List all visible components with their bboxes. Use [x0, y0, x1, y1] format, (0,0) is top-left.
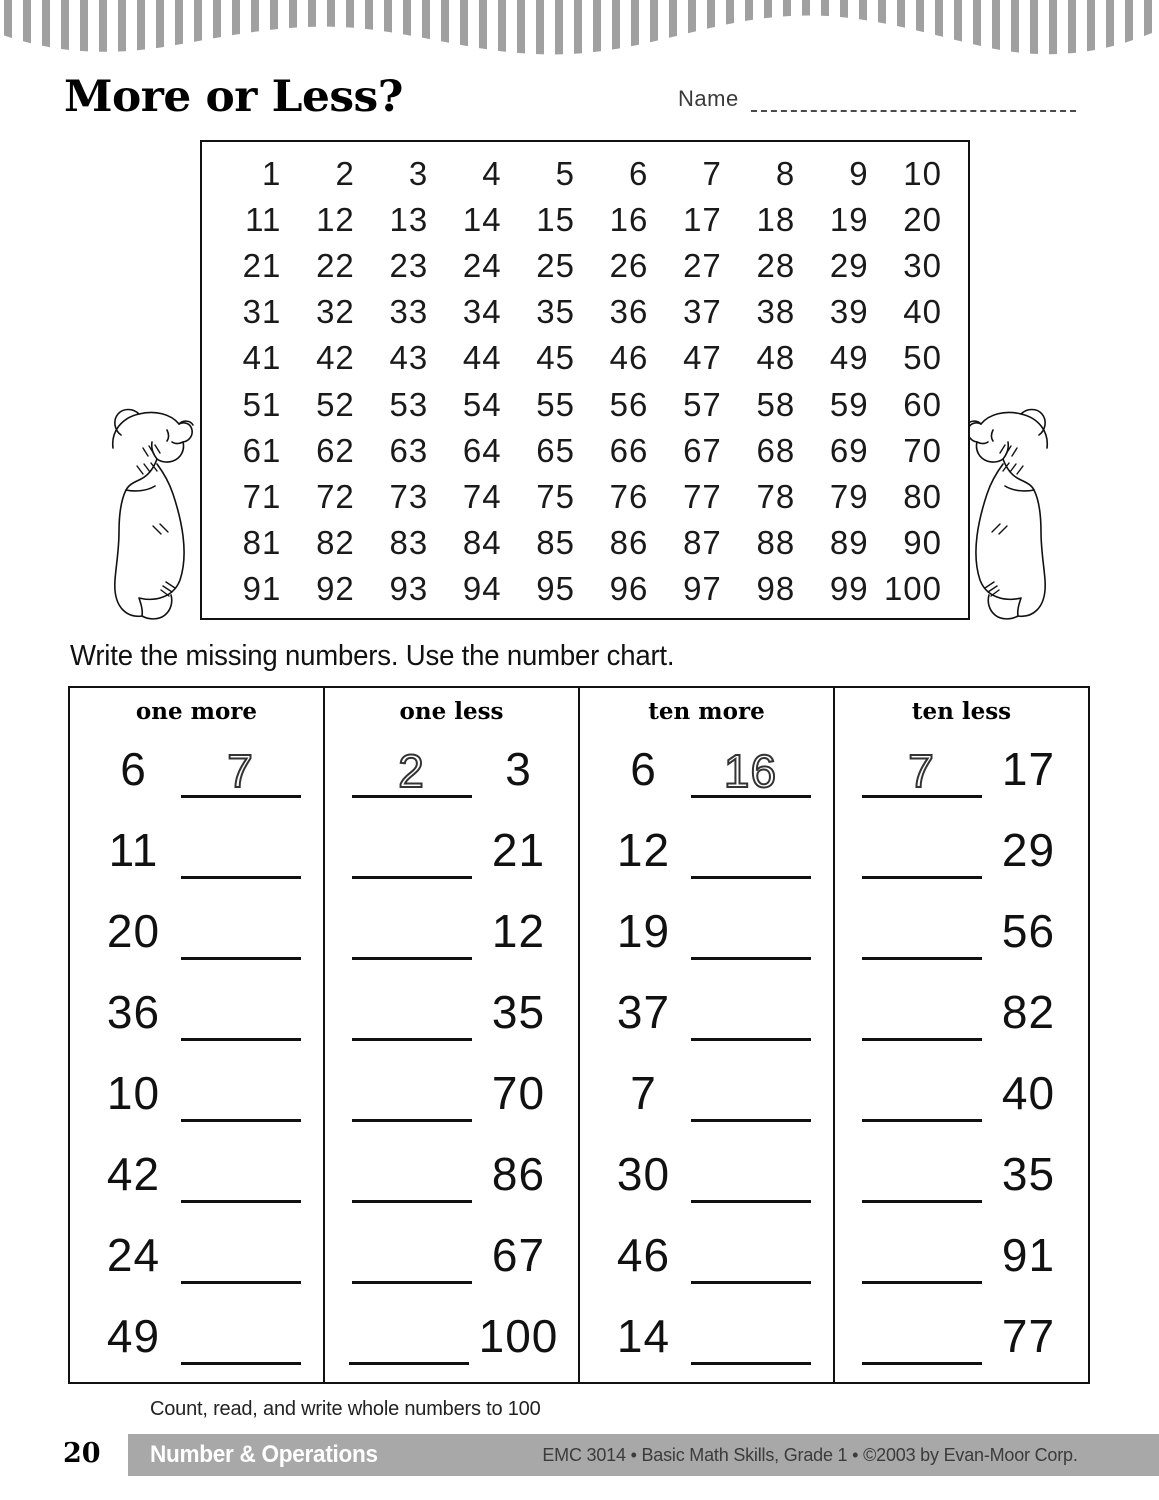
answer-blank[interactable] — [691, 1157, 811, 1203]
answer-blank[interactable] — [691, 1319, 811, 1365]
chart-number-11: 11 — [245, 200, 282, 238]
given-number: 77 — [1001, 1309, 1056, 1362]
answer-blank[interactable] — [691, 1076, 811, 1122]
chart-number-80: 80 — [903, 477, 942, 515]
exercise-row — [70, 1139, 323, 1220]
footer-bar — [128, 1434, 1159, 1476]
page-number: 20 — [63, 1438, 101, 1469]
chart-number-72: 72 — [316, 477, 355, 515]
answer-blank[interactable] — [862, 995, 982, 1041]
column-header: ten less — [911, 697, 1012, 725]
exercise-row — [70, 1058, 323, 1139]
chart-number-4: 4 — [482, 154, 502, 192]
exercise-column-ten-less — [835, 688, 1088, 1382]
given-number: 40 — [1001, 1066, 1056, 1119]
standard-statement: Count, read, and write whole numbers to 100 — [150, 1398, 541, 1420]
answer-blank[interactable] — [181, 914, 301, 960]
chart-number-42: 42 — [316, 339, 355, 377]
chart-number-57: 57 — [683, 385, 722, 423]
given-number: 100 — [478, 1309, 559, 1362]
chart-number-8: 8 — [775, 154, 796, 192]
answer-blank[interactable] — [691, 995, 811, 1041]
footer-strand-label: Number & Operations — [150, 1441, 378, 1468]
exercise-table — [68, 686, 1090, 1384]
answer-blank[interactable] — [181, 1238, 301, 1284]
answer-blank[interactable] — [691, 833, 811, 879]
chart-number-46: 46 — [609, 339, 649, 377]
chart-number-67: 67 — [683, 431, 722, 469]
chart-number-48: 48 — [756, 339, 796, 377]
chart-number-58: 58 — [756, 385, 796, 423]
chart-number-85: 85 — [536, 524, 575, 562]
chart-number-39: 39 — [829, 293, 869, 331]
chart-number-96: 96 — [609, 570, 649, 608]
given-number: 19 — [616, 904, 671, 957]
chart-number-75: 75 — [536, 477, 575, 515]
chart-number-24: 24 — [462, 246, 502, 284]
answer-blank[interactable] — [352, 914, 472, 960]
chart-number-33: 33 — [389, 293, 429, 331]
chart-number-95: 95 — [536, 570, 575, 608]
exercise-row — [325, 1301, 578, 1382]
exercise-row — [835, 1139, 1088, 1220]
chart-number-51: 51 — [242, 385, 282, 423]
exercise-row — [835, 734, 1088, 815]
chart-number-94: 94 — [462, 570, 502, 608]
bear-cub-icon-right — [955, 400, 1065, 630]
exercise-row — [70, 1220, 323, 1301]
chart-number-29: 29 — [829, 246, 869, 284]
given-number: 42 — [106, 1147, 161, 1200]
answer-blank[interactable] — [352, 995, 472, 1041]
traced-example-answer: 2 — [398, 744, 425, 797]
page-title: More or Less? — [64, 72, 403, 122]
chart-number-69: 69 — [829, 431, 869, 469]
given-number: 82 — [1001, 985, 1056, 1038]
given-number: 20 — [106, 904, 161, 957]
given-number: 21 — [491, 823, 546, 876]
chart-number-45: 45 — [536, 339, 575, 377]
bear-cub-icon-left — [95, 400, 205, 630]
exercise-row — [70, 977, 323, 1058]
given-number: 37 — [616, 985, 671, 1038]
chart-number-62: 62 — [316, 431, 355, 469]
chart-number-50: 50 — [903, 339, 942, 377]
exercise-row — [325, 1058, 578, 1139]
page-footer — [0, 1434, 1159, 1476]
exercise-row — [835, 1058, 1088, 1139]
chart-number-91: 91 — [242, 570, 282, 608]
chart-number-88: 88 — [756, 524, 796, 562]
answer-blank[interactable] — [352, 833, 472, 879]
chart-number-71: 71 — [242, 477, 282, 515]
exercise-row — [70, 734, 323, 815]
given-number: 17 — [1001, 742, 1056, 795]
chart-number-90: 90 — [903, 524, 942, 562]
chart-number-5: 5 — [555, 154, 575, 192]
chart-number-27: 27 — [683, 246, 722, 284]
answer-blank[interactable] — [862, 1076, 982, 1122]
traced-example-answer: 7 — [227, 744, 254, 797]
chart-number-64: 64 — [462, 431, 502, 469]
exercise-row — [325, 734, 578, 815]
answer-blank[interactable] — [691, 1238, 811, 1284]
chart-number-26: 26 — [609, 246, 649, 284]
chart-number-70: 70 — [903, 431, 942, 469]
given-number: 91 — [1001, 1228, 1056, 1281]
chart-number-78: 78 — [756, 477, 796, 515]
chart-number-6: 6 — [629, 154, 649, 192]
exercise-row — [580, 1058, 833, 1139]
answer-blank[interactable] — [862, 1238, 982, 1284]
chart-number-79: 79 — [829, 477, 869, 515]
given-number: 49 — [106, 1309, 161, 1362]
chart-number-60: 60 — [903, 385, 942, 423]
chart-number-31: 31 — [242, 293, 282, 331]
chart-number-34: 34 — [462, 293, 502, 331]
answer-blank[interactable] — [181, 1157, 301, 1203]
chart-number-63: 63 — [389, 431, 429, 469]
stripe-group — [4, 0, 1152, 62]
exercise-row — [835, 1220, 1088, 1301]
exercise-column-ten-more — [580, 688, 835, 1382]
chart-number-3: 3 — [408, 154, 429, 192]
given-number: 67 — [491, 1228, 546, 1281]
exercise-row — [580, 1220, 833, 1301]
chart-number-97: 97 — [683, 570, 722, 608]
chart-number-49: 49 — [829, 339, 869, 377]
column-header: ten more — [648, 697, 765, 725]
exercise-column-one-less — [325, 688, 580, 1382]
answer-blank[interactable] — [181, 833, 301, 879]
chart-number-23: 23 — [389, 246, 429, 284]
given-number: 86 — [491, 1147, 546, 1200]
given-number: 12 — [616, 823, 671, 876]
answer-blank[interactable] — [181, 744, 301, 798]
name-field-group — [678, 86, 1076, 112]
top-wave-stripe-border — [0, 0, 1159, 62]
chart-number-99: 99 — [829, 570, 869, 608]
chart-number-17: 17 — [683, 200, 722, 238]
answer-blank[interactable] — [862, 914, 982, 960]
chart-number-84: 84 — [462, 524, 502, 562]
chart-number-55: 55 — [536, 385, 575, 423]
given-number: 35 — [1001, 1147, 1056, 1200]
traced-example-answer: 7 — [908, 744, 935, 797]
exercise-row — [580, 815, 833, 896]
chart-number-68: 68 — [756, 431, 796, 469]
answer-blank[interactable] — [181, 995, 301, 1041]
chart-number-40: 40 — [903, 293, 942, 331]
chart-number-10: 10 — [903, 154, 942, 192]
chart-number-32: 32 — [316, 293, 355, 331]
exercise-row — [580, 1139, 833, 1220]
answer-blank[interactable] — [352, 1157, 472, 1203]
given-number: 6 — [630, 742, 657, 795]
given-number: 70 — [491, 1066, 546, 1119]
chart-number-100: 100 — [883, 570, 942, 608]
chart-number-82: 82 — [316, 524, 355, 562]
chart-number-89: 89 — [829, 524, 869, 562]
exercise-row — [580, 896, 833, 977]
chart-number-73: 73 — [389, 477, 429, 515]
number-chart-grid — [212, 150, 946, 612]
chart-number-93: 93 — [389, 570, 429, 608]
instruction-text: Write the missing numbers. Use the number chart. — [70, 640, 675, 672]
chart-number-36: 36 — [609, 293, 649, 331]
exercise-list — [325, 734, 578, 1382]
chart-number-30: 30 — [903, 246, 942, 284]
chart-number-98: 98 — [756, 570, 796, 608]
given-number: 12 — [491, 904, 546, 957]
given-number: 24 — [106, 1228, 161, 1281]
answer-blank[interactable] — [349, 1319, 469, 1365]
chart-number-18: 18 — [756, 200, 796, 238]
given-number: 10 — [106, 1066, 161, 1119]
chart-number-66: 66 — [609, 431, 649, 469]
answer-blank[interactable] — [691, 914, 811, 960]
name-write-line[interactable] — [751, 99, 1076, 112]
chart-number-61: 61 — [242, 431, 282, 469]
exercise-row — [835, 1301, 1088, 1382]
exercise-column-one-more — [70, 688, 325, 1382]
chart-number-47: 47 — [683, 339, 722, 377]
answer-blank[interactable] — [862, 744, 982, 798]
answer-blank[interactable] — [862, 1157, 982, 1203]
chart-number-43: 43 — [389, 339, 429, 377]
worksheet-header — [0, 72, 1159, 132]
name-label: Name — [678, 86, 739, 111]
exercise-row — [835, 815, 1088, 896]
given-number: 56 — [1001, 904, 1056, 957]
chart-number-22: 22 — [316, 246, 355, 284]
answer-blank[interactable] — [862, 833, 982, 879]
chart-number-16: 16 — [609, 200, 649, 238]
chart-number-13: 13 — [389, 200, 429, 238]
given-number: 35 — [491, 985, 546, 1038]
traced-example-answer: 16 — [723, 744, 778, 797]
given-number: 14 — [616, 1309, 671, 1362]
column-header: one less — [399, 697, 504, 725]
exercise-row — [835, 896, 1088, 977]
given-number: 30 — [616, 1147, 671, 1200]
exercise-row — [70, 1301, 323, 1382]
chart-number-41: 41 — [242, 339, 282, 377]
chart-number-54: 54 — [462, 385, 502, 423]
chart-number-87: 87 — [683, 524, 722, 562]
chart-number-35: 35 — [536, 293, 575, 331]
given-number: 11 — [108, 823, 159, 876]
exercise-row — [70, 896, 323, 977]
exercise-row — [70, 815, 323, 896]
chart-number-59: 59 — [829, 385, 869, 423]
given-number: 36 — [106, 985, 161, 1038]
chart-number-2: 2 — [335, 154, 355, 192]
chart-number-20: 20 — [903, 200, 942, 238]
chart-number-14: 14 — [462, 200, 502, 238]
chart-number-83: 83 — [389, 524, 429, 562]
exercise-row — [325, 977, 578, 1058]
chart-number-38: 38 — [756, 293, 796, 331]
answer-blank[interactable] — [691, 744, 811, 798]
chart-number-81: 81 — [242, 524, 282, 562]
answer-blank[interactable] — [862, 1319, 982, 1365]
exercise-list — [70, 734, 323, 1382]
chart-number-52: 52 — [316, 385, 355, 423]
chart-number-7: 7 — [702, 154, 722, 192]
chart-number-76: 76 — [609, 477, 649, 515]
exercise-row — [580, 734, 833, 815]
answer-blank[interactable] — [181, 1319, 301, 1365]
chart-number-53: 53 — [389, 385, 429, 423]
chart-number-15: 15 — [536, 200, 575, 238]
chart-number-1: 1 — [262, 154, 282, 192]
answer-blank[interactable] — [181, 1076, 301, 1122]
answer-blank[interactable] — [352, 1238, 472, 1284]
given-number: 46 — [616, 1228, 671, 1281]
given-number: 6 — [120, 742, 147, 795]
chart-number-65: 65 — [536, 431, 575, 469]
given-number: 7 — [630, 1066, 657, 1119]
given-number: 3 — [505, 742, 532, 795]
hundreds-number-chart — [200, 140, 970, 620]
exercise-row — [325, 1139, 578, 1220]
chart-number-19: 19 — [829, 200, 869, 238]
chart-number-77: 77 — [683, 477, 722, 515]
exercise-row — [325, 1220, 578, 1301]
column-header: one more — [135, 697, 258, 725]
answer-blank[interactable] — [352, 1076, 472, 1122]
exercise-row — [325, 815, 578, 896]
footer-credit-label: EMC 3014 • Basic Math Skills, Grade 1 • ©2003 by Evan-Moor Corp. — [542, 1444, 1078, 1465]
chart-number-12: 12 — [316, 200, 355, 238]
chart-number-74: 74 — [462, 477, 502, 515]
chart-number-25: 25 — [536, 246, 575, 284]
exercise-row — [325, 896, 578, 977]
exercise-row — [835, 977, 1088, 1058]
exercise-row — [580, 1301, 833, 1382]
chart-number-9: 9 — [849, 154, 869, 192]
exercise-list — [835, 734, 1088, 1382]
given-number: 29 — [1001, 823, 1056, 876]
chart-number-21: 21 — [242, 246, 282, 284]
chart-number-56: 56 — [609, 385, 649, 423]
chart-number-37: 37 — [683, 293, 722, 331]
exercise-list — [580, 734, 833, 1382]
answer-blank[interactable] — [352, 744, 472, 798]
exercise-row — [580, 977, 833, 1058]
chart-number-92: 92 — [316, 570, 355, 608]
chart-number-44: 44 — [462, 339, 502, 377]
chart-number-86: 86 — [609, 524, 649, 562]
chart-number-28: 28 — [756, 246, 796, 284]
